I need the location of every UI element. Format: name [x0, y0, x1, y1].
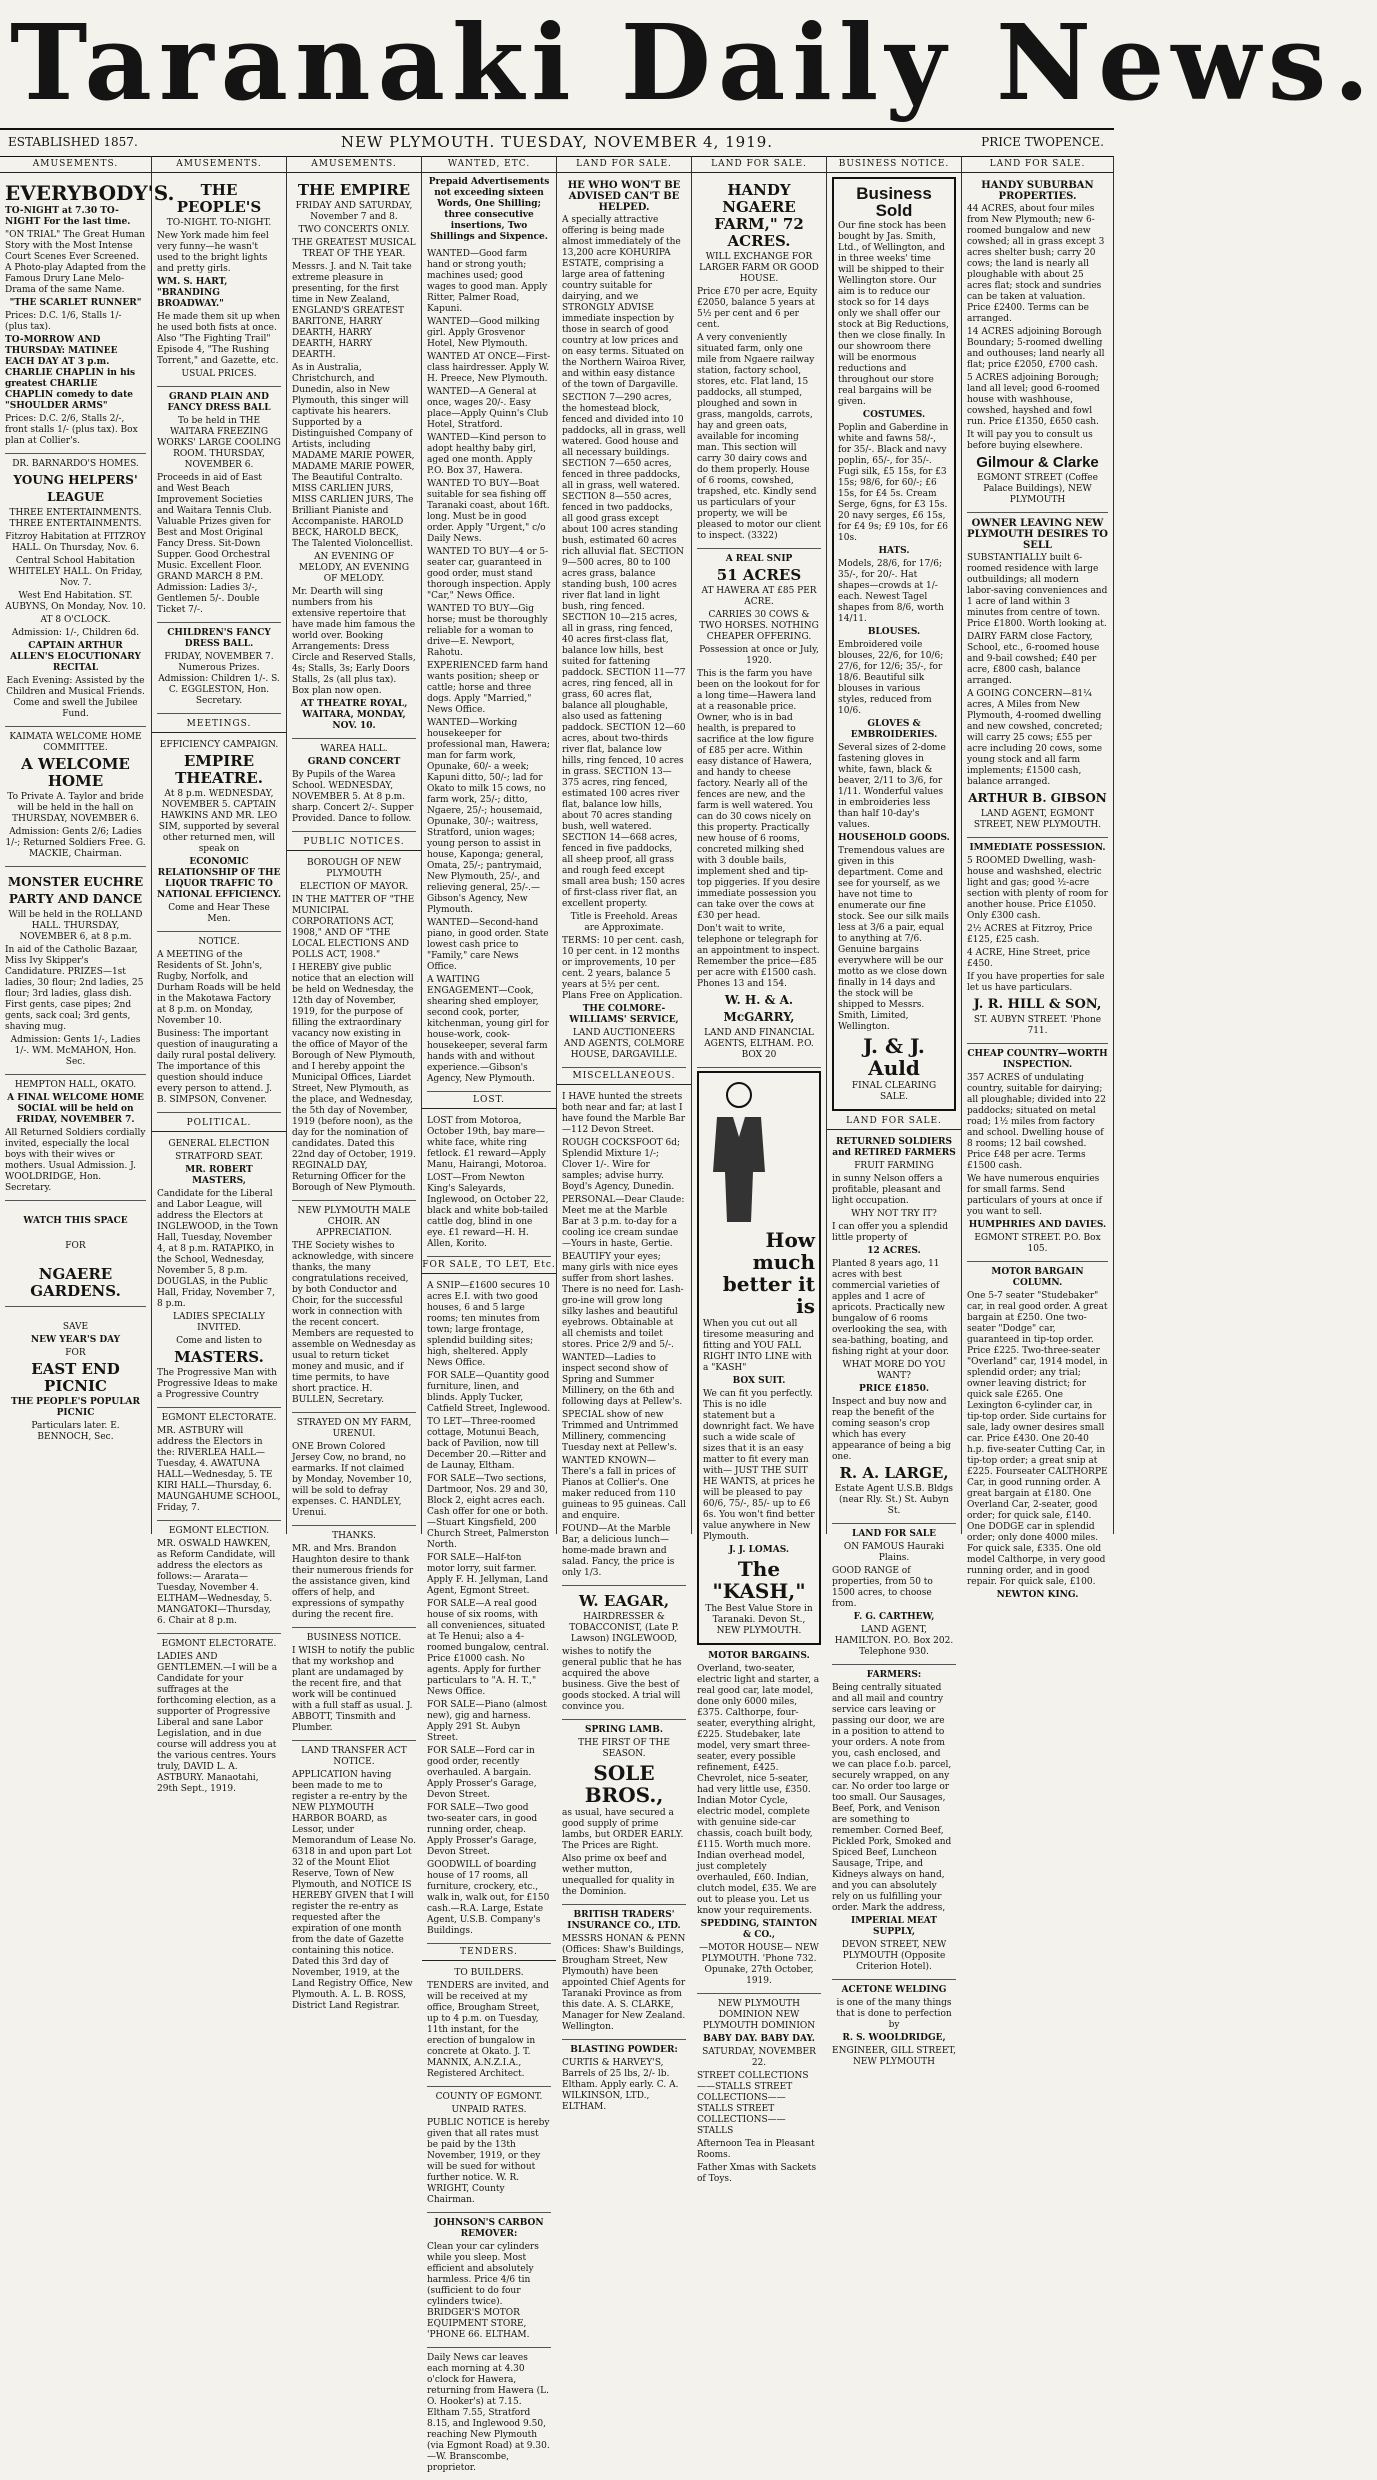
dateline-bar — [0, 128, 1114, 157]
established: ESTABLISHED 1857. — [8, 135, 138, 149]
column-4: WANTED, ETC. Prepaid Advertisements not exceeding sixteen Words, One Shilling; three consecutive insertions, Two Shillings and Sixpence. WANTED—Good farm hand or strong youth; machines used; good wages to good man. Apply Ritter, Palmer Road, Kapuni. WANTED—Good milking girl. Apply Grosvenor Hotel, New Plymouth. WANTED AT ONCE—First-class hairdresser. Apply W. H. Preece, New Plymouth. WANTED—A General at once, wages 20/-. Easy place—Apply Quinn's Club Hotel, Stratford. WANTED—Kind person to adopt healthy baby girl, aged one month. Apply P.O. Box 37, Hawera. WANTED TO BUY—Boat suitable for sea fishing off Taranaki coast, about 16ft. long. Must be in good order. Apply "Urgent," c/o Daily News. WANTED TO BUY—4 or 5-seater car, guaranteed in good order, must stand thorough inspection. Apply "Car," News Office. WANTED TO BUY—Gig horse; must be thoroughly reliable for a woman to drive—E. Newport, Rahotu. EXPERIENCED farm hand wants position; sheep or cattle; horse and three dogs. Apply "Married," News Office. WANTED—Working housekeeper for professional man, Hawera; man for farm work, Opunake, 60/- a week; Kapuni ditto, 50/-; lad for Okato to milk 15 cows, no farm work, 25/-; ditto, Ngaere, 25/-; housemaid, Opunake, 30/-; waitress, Stratford, union wages; young person to assist in house, Kaponga; general, Omata, 25/-; pantrymaid, New Plymouth, 25/-, and relieving general, 25/-.—Gibson's Agency, New Plymouth. WANTED—Second-hand piano, in good order. State lowest cash price to "Family," care News Office. A WAITING ENGAGEMENT—Cook, shearing shed employer, second cook, porter, kitchenman, young girl for house-work, cook-housekeeper, several farm hands with and without experience.—Gibson's Agency, New Plymouth. LOST. LOST from Motoroa, October 19th, bay mare—white face, white ring fetlock. £1 reward—Apply Manu, Hairangi, Motoroa. LOST—From Newton King's Saleyards, Inglewood, on October 22, black and white bob-tailed cattle dog, blind in one eye. £1 reward—H. H. Allen, Korito. FOR SALE, TO LET, Etc. A SNIP—£1600 secures 10 acres E.I. with two good houses, 6 and 5 large rooms; ten minutes from town; large frontage, splendid building sites; high, sheltered. Apply News Office. FOR SALE—Quantity good furniture, linen, and blinds. Apply Tucker, Catfield Street, Inglewood. TO LET—Three-roomed cottage, Motunui Beach, back of Pavilion, now till December 20.—Ritter and de Launay, Eltham. FOR SALE—Two sections, Dartmoor, Nos. 29 and 30, Block 2, eight acres each. Cash offer for one or both.—Stuart Kingsfield, 200 Church Street, Palmerston North. FOR SALE—Half-ton motor lorry, suit farmer. Apply F. H. Jellyman, Land Agent, Egmont Street. FOR SALE—A real good house of six rooms, with all conveniences, situated at Te Henui; also a 4-roomed bungalow, central. Price £1000 cash. No agents. Apply for further particulars to "A. H. T.," News Office. FOR SALE—Piano (almost new), gig and harness. Apply 291 St. Aubyn Street. FOR SALE—Ford car in good order, recently overhauled. A bargain. Apply Prosser's Garage, Devon Street. FOR SALE—Two good two-seater cars, in good running order, cheap. Apply Prosser's Garage, Devon Street. GOODWILL of boarding house of 17 rooms, all furniture, crockery, etc., walk in, walk out, for £150 cash.—R.A. Large, Estate Agent, U.S.B. Company's Buildings. TENDERS. TO BUILDERS. TENDERS are invited, and will be received at my office, Brougham Street, up to 4 p.m. on Tuesday, 11th instant, for the erection of bungalow in concrete at Okato. J. T. MANNIX, A.N.Z.I.A., Registered Architect. COUNTY OF EGMONT. UNPAID RATES. PUBLIC NOTICE is hereby given that all rates must be paid by the 13th November, 1919, or they will be sued for without further notice. W. R. WRIGHT, County Chairman. JOHNSON'S CARBON REMOVER: Clean your car cylinders while you sleep. Most efficient and absolutely harmless. Price 4/6 tin (sufficient to do four cylinders twice). BRIDGER'S MOTOR EQUIPMENT STORE, 'PHONE 66. ELTHAM. Daily News car leaves each morning at 4.30 o'clock for Hawera, returning from Hawera (L. O. Hooker's) at 7.15. Eltham 7.55, Stratford 8.15, and Inglewood 9.50, reaching New Plymouth (via Egmont Road) at 9.30.—W. Branscombe, proprietor. — [422, 156, 557, 1534]
column-6 — [692, 156, 827, 2184]
issue-date: NEW PLYMOUTH. TUESDAY, NOVEMBER 4, 1919. — [340, 133, 774, 151]
ad-kohuripa: HE WHO WON'T BE ADVISED CAN'T BE HELPED. A specially attractive offering is being made almost immediately of the 13,200 acre KOHURIPA ESTATE, comprising a large area of fattening country suitable for dairying, and we STRONGLY ADVISE immediate inspection by those in search of good country at low prices and on easy terms. Situated on the Northern Wairoa River, and within easy distance of the town of Dargaville. SECTION 7—290 acres, the homestead block, fenced and divided into 10 paddocks, all in grass, well watered. Good house and all necessary buildings. SECTION 7—650 acres, fenced in three paddocks, all in grass, well watered. SECTION 8—550 acres, fenced in two paddocks, all good grass except about 100 acres standing bush, estimated 60 acres rich alluvial flat. SECTION 9—500 acres, 80 to 100 acres grass, balance standing bush, 100 acres river flat land in light bush, ring fenced. SECTION 10—215 acres, all in grass, ring fenced, 40 acres first-class flat, balance low hills, best suited for fattening paddock. SECTION 11—77 acres, ring fenced, all in grass, 60 acres flat, balance all ploughable, also used as fattening paddock. SECTION 12—60 acres, about two-thirds river flat, balance low hills, ring fenced, 10 acres in grass. SECTION 13—375 acres, ring fenced, estimated 100 acres river flat, balance low hills, about 70 acres standing bush, well watered. SECTION 14—668 acres, fenced in five paddocks, all sheep proof, all grass and rough feed except small area bush; 150 acres of first-class river flat, an excellent property. Title is Freehold. Areas are Approximate. TERMS: 10 per cent. cash, 10 per cent. in 12 months or improvements, 10 per cent. 2 years, balance 5 years at 5½ per cent. Plans Free on Application. THE COLMORE-WILLIAMS' SERVICE, LAND AUCTIONEERS AND AGENTS, COLMORE HOUSE, DARGAVILLE. — [562, 177, 686, 1068]
ad-thanks: THANKS. MR. and Mrs. Brandon Haughton desire to thank their numerous friends for the assistance given, kind offers of help, and expressions of sympathy during the recent fire. — [292, 1528, 416, 1628]
ad-daily-car: Daily News car leaves each morning at 4.30 o'clock for Hawera, returning from Hawera (L. O. Hooker's) at 7.15. Eltham 7.55, Stratford 8.15, and Inglewood 9.50, reaching New Plymouth (via Egmont Road) at 9.30.—W. Branscombe, proprietor. — [427, 2353, 550, 2473]
ad-motor-bargains: MOTOR BARGAINS. Overland, two-seater, electric light and starter, a real good car, late model, done only 6000 miles, £375. Calthorpe, four-seater, everything alright, £225. Studebaker, late model, very smart three-seater, every possible refinement, £425. Chevrolet, nice 5-seater, had very little use, £350. Indian Motor Cycle, electric model, complete with genuine side-car chassis, coach built body, £115. Worth much more. Indian overhead model, just completely overhauled, £60. Indian, clutch model, £35. We are out to please you. Let us know your requirements. SPEDDING, STAINTON & CO., —MOTOR HOUSE— NEW PLYMOUTH. 'Phone 732. Opunake, 27th October, 1919. — [697, 1648, 821, 1994]
ad-peoples: THE PEOPLE'S TO-NIGHT. TO-NIGHT. New York made him feel very funny—he wasn't used to the bright lights and pretty girls. WM. S. HART, "BRANDING BROADWAY." He made them sit up when he used both fists at once. Also "The Fighting Trail" Episode 4, "The Rushing Torrent," and Gazette, etc. USUAL PRICES. — [157, 177, 281, 387]
ad-strayed: STRAYED ON MY FARM, URENUI. ONE Brown Colored Jersey Cow, no brand, no earmarks. If not claimed by Monday, November 10, will be sold to defray expenses. C. HANDLEY, Urenui. — [292, 1415, 416, 1526]
ad-hawera-snip: A REAL SNIP 51 ACRES AT HAWERA AT £85 PER ACRE. CARRIES 30 COWS & TWO HORSES. NOTHING CHEAPER OFFERING. Possession at once or July, 1920. This is the farm you have been on the lookout for for a long time—Hawera land at a reasonable price. Owner, who is in bad health, is prepared to sacrifice at the low figure of £85 per acre. Within easy distance of Hawera, and handy to cheese factory. Nearly all of the fences are new, and the farm is well watered. You can do 30 cows nicely on this property. Practically new house of 6 rooms, concreted milking shed with 3 double bails, implement shed and tip-top piggeries. If you desire immediate possession you can take over the cows at £30 per head. Don't wait to write, telephone or telegraph for an appointment to inspect. Remember the price—£85 per acre with £1500 cash. Phones 13 and 154. W. H. & A. McGARRY, LAND AND FINANCIAL AGENTS, ELTHAM. P.O. BOX 20 — [697, 551, 821, 1068]
ad-kaimata: KAIMATA WELCOME HOME COMMITTEE. A WELCOME HOME To Private A. Taylor and bride will be held in the hall on THURSDAY, NOVEMBER 6. Admission: Gents 2/6; Ladies 1/-; Returned Soldiers Free. G. MACKIE, Chairman. — [5, 729, 146, 867]
ad-hempton: HEMPTON HALL, OKATO. A FINAL WELCOME HOME SOCIAL will be held on FRIDAY, NOVEMBER 7. All Returned Soldiers cordially invited, especially the local boys with their wives or mothers. Usual Admission. J. WOOLDRIDGE, Hon. Secretary. — [5, 1077, 146, 1201]
ad-unpaid-rates: COUNTY OF EGMONT. UNPAID RATES. PUBLIC NOTICE is hereby given that all rates must be paid by the 13th November, 1919, or they will be sued for without further notice. W. R. WRIGHT, County Chairman. — [427, 2089, 551, 2213]
ad-euchre: MONSTER EUCHRE PARTY AND DANCE Will be held in the ROLLAND HALL. THURSDAY, NOVEMBER 6, at 8 p.m. In aid of the Catholic Bazaar, Miss Ivy Skipper's Candidature. PRIZES—1st ladies, 30 flour; 2nd ladies, 25 flour; 3rd ladies, glass dish. First gents, case pipes; 2nd gents, sack coal; 3rd gents, shaving mug. Admission: Gents 1/-, Ladies 1/-. WM. McMAHON, Hon. Sec. — [5, 869, 146, 1075]
ad-british-traders: BRITISH TRADERS' INSURANCE CO., LTD. MESSRS HONAN & PENN (Offices: Shaw's Buildings, Brougham Street, New Plymouth) have been appointed Chief Agents for Taranaki Province as from this date. A. S. CLARKE, Manager for New Zealand. Wellington. — [562, 1907, 686, 2040]
column-header: LAND FOR SALE. — [692, 158, 826, 173]
ad-astbury-letter: EGMONT ELECTORATE. LADIES AND GENTLEMEN.—I will be a Candidate for your suffrages at the forthcoming election, as a supporter of Progressive Liberal and sane Labor Legislation, and in due course will address you at the various centres. Yours truly, DAVID L. A. ASTBURY. Manaotahi, 29th Sept., 1919. — [157, 1639, 278, 1794]
ad-efficiency: EFFICIENCY CAMPAIGN. EMPIRE THEATRE. At 8 p.m. WEDNESDAY, NOVEMBER 5. CAPTAIN HAWKINS AND MR. LEO SIM, supported by several other returned men, will speak on ECONOMIC RELATIONSHIP OF THE LIQUOR TRAFFIC TO NATIONAL EFFICIENCY. Come and Hear These Men. — [157, 737, 281, 932]
ad-spring-lamb: SPRING LAMB. THE FIRST OF THE SEASON. SOLE BROS., as usual, have secured a good supply of prime lambs, but ORDER EARLY. The Prices are Right. Also prime ox beef and wether mutton, unequalled for quality in the Dominion. — [562, 1722, 686, 1905]
ad-eagar: W. EAGAR, HAIRDRESSER & TOBACCONIST, (Late P. Lawson) INGLEWOOD, wishes to notify the general public that he has acquired the above business. Give the best of goods stocked. A trial will convince you. — [562, 1588, 686, 1720]
column-3: AMUSEMENTS. THE EMPIRE FRIDAY AND SATURDAY, November 7 and 8. TWO CONCERTS ONLY. THE GREATEST MUSICAL TREAT OF THE YEAR. Messrs. J. and N. Tait take extreme pleasure in presenting, for the first time in New Zealand, ENGLAND'S GREATEST BARITONE, HARRY DEARTH, HARRY DEARTH, HARRY DEARTH. As in Australia, Christchurch, and Dunedin, also in New Plymouth, this singer will captivate his hearers. Supported by a Distinguished Company of Artists, including MADAME MARIE POWER, MADAME MARIE POWER, The Beautiful Contralto. MISS CARLIEN JURS, MISS CARLIEN JURS, The Brilliant Pianiste and Accompaniste. HAROLD BECK, HAROLD BECK, The Talented Violoncellist. AN EVENING OF MELODY, AN EVENING OF MELODY. Mr. Dearth will sing numbers from his extensive repertoire that have made him famous the world over. Booking Arrangements: Dress Circle and Reserved Stalls, 4s; Stalls, 3s; Early Doors Stalls, 2s (all plus tax). Box plan now open. AT THEATRE ROYAL, WAITARA, MONDAY, NOV. 10. WAREA HALL. GRAND CONCERT By Pupils of the Warea School. WEDNESDAY, NOVEMBER 5. At 8 p.m. sharp. Concert 2/-. Supper Provided. Dance to follow. PUBLIC NOTICES. BOROUGH OF NEW PLYMOUTH ELECTION OF MAYOR. IN THE MATTER OF "THE MUNICIPAL CORPORATIONS ACT, 1908," AND OF "THE LOCAL ELECTIONS AND POLLS ACT, 1908." I HEREBY give public notice that an election will be held on Wednesday, the 12th day of November, 1919, for the purpose of filling the extraordinary vacancy now existing in the office of Mayor of the Borough of New Plymouth, and I hereby appoint the Municipal Offices, Liardet Street, New Plymouth, as the place, and Wednesday, the 5th day of November, 1919 (before noon), as the day for the nomination of candidates. Dated this 22nd day of October, 1919. REGINALD DAY, Returning Officer for the Borough of New Plymouth. NEW PLYMOUTH MALE CHOIR. AN APPRECIATION. THE Society wishes to acknowledge, with sincere thanks, the many congratulations received, by both Conductor and Choir, for the successful work in connection with the recent concert. Members are requested to assemble on Wednesday as usual to return ticket money and music, and if time permits, to have short practice. H. BULLEN, Secretary. STRAYED ON MY FARM, URENUI. ONE Brown Colored Jersey Cow, no brand, no earmarks. If not claimed by Monday, November 10, will be sold to defray expenses. C. HANDLEY, Urenui. THANKS. MR. and Mrs. Brandon Haughton desire to thank their numerous friends for the assistance given, kind offers of help, and expressions of sympathy during the recent fire. BUSINESS NOTICE. I WISH to notify the public that my workshop and plant are undamaged by the recent fire, and that work will be continued with a full staff as usual. J. ABBOTT, Tinsmith and Plumber. LAND TRANSFER ACT NOTICE. APPLICATION having been made to me to register a re-entry by the NEW PLYMOUTH HARBOR BOARD, as Lessor, under Memorandum of Lease No. 6318 in and upon part Lot 32 of the Mount Eliot Reserve, Town of New Plymouth, and NOTICE IS HEREBY GIVEN that I will register the re-entry as requested after the expiration of one month from the date of Gazette containing this notice. Dated this 3rd day of November, 1919, at the Land Registry Office, New Plymouth. A. L. B. ROSS, District Land Registrar. — [287, 156, 422, 1534]
man-in-suit-illustration — [703, 1077, 775, 1227]
column-header: AMUSEMENTS. — [0, 158, 151, 173]
ad-masters: GENERAL ELECTION STRATFORD SEAT. MR. ROBERT MASTERS, Candidate for the Liberal and Labor League, will address the Electors at INGLEWOOD, in the Town Hall, Tuesday, November 4, at 8 p.m. RATAPIKO, in the School, Wednesday, November 5, 8 p.m. DOUGLAS, in the Public Hall, Friday, November 7, 8 p.m. LADIES SPECIALLY INVITED. Come and listen to MASTERS. The Progressive Man with Progressive Ideas to make a Progressive Country — [157, 1136, 281, 1408]
masthead — [0, 0, 1377, 128]
column-header: LAND FOR SALE. — [962, 158, 1113, 173]
column-8 — [962, 156, 1114, 1600]
ad-grand-ball: GRAND PLAIN AND FANCY DRESS BALL To be held in THE WAITARA FREEZING WORKS' LARGE COOLING ROOM. THURSDAY, NOVEMBER 6. Proceeds in aid of East and West Beach Improvement Societies and Waitara Tennis Club. Valuable Prizes given for Best and Most Original Fancy Dress. Sit-Down Supper. Good Orchestral Music. Excellent Floor. GRAND MARCH 8 P.M. Admission: Ladies 3/-, Gentlemen 5/-. Double Ticket 7/-. — [157, 389, 281, 623]
column-header: LAND FOR SALE. — [557, 158, 691, 173]
ad-owner-leaving: OWNER LEAVING NEW PLYMOUTH DESIRES TO SELL SUBSTANTIALLY built 6-roomed residence with large outbuildings; all modern labor-saving conveniences and 1 acre of land within 3 minutes from centre of town. Price £1800. Worth looking at. DAIRY FARM close Factory, School, etc., 6-roomed house and 9-bail cowshed; £40 per acre, £800 cash, balance arranged. A GOING CONCERN—81¼ acres, A Miles from New Plymouth, 4-roomed dwelling and new cowshed, concreted; will carry 25 cows; £55 per acre including 20 cows, some young stock and all farm implements; £1500 cash, balance arranged. ARTHUR B. GIBSON LAND AGENT, EGMONT STREET, NEW PLYMOUTH. — [967, 515, 1108, 838]
ad-kash-suit: How much better it is When you cut out all tiresome measuring and fitting and YOU FALL RIGHT INTO LINE with a "KASH" BOX SUIT. We can fit you perfectly. This is no idle statement but a downright fact. We have such a wide scale of sizes that it is an easy matter to fit every man with— JUST THE SUIT HE WANTS, at prices he will be pleased to pay 60/6, 75/-, 85/- up to £6 6s. You won't find better value anywhere in New Plymouth. J. J. LOMAS. The "KASH," The Best Value Store in Taranaki. Devon St., NEW PLYMOUTH. — [697, 1071, 821, 1645]
ad-blasting: BLASTING POWDER: CURTIS & HARVEY'S, Barrels of 25 lbs, 2/- lb. Eltham. Apply early. C. A. WILKINSON, LTD., ELTHAM. — [562, 2045, 679, 2112]
ad-business-notice: BUSINESS NOTICE. I WISH to notify the public that my workshop and plant are undamaged by the recent fire, and that work will be continued with a full staff as usual. J. ABBOTT, Tinsmith and Plumber. — [292, 1630, 416, 1741]
ad-imperial-meat: FARMERS: Being centrally situated and all mail and country service cars leaving or passing our door, we are in a position to attend to your orders. A note from you, cash enclosed, and we can place f.o.b. parcel, securely wrapped, on any car. No order too large or too small. Our Sausages, Beef, Pork, and Venison are something to remember. Corned Beef, Pickled Pork, Smoked and Spiced Beef, Luncheon Sausage, Tripe, and Kidneys always on hand, and you can absolutely rely on us fulfilling your order. Mark the address, IMPERIAL MEAT SUPPLY, DEVON STREET, NEW PLYMOUTH (Opposite Criterion Hotel). — [832, 1667, 956, 1980]
ad-astbury: EGMONT ELECTORATE. MR. ASTBURY will address the Electors in the: RIVERLEA HALL—Tuesday, 4. AWATUNA HALL—Wednesday, 5. TE KIRI HALL—Thursday, 6. MAUNGAHUME SCHOOL, Friday, 7. — [157, 1410, 281, 1521]
ad-ngaere-farm: HANDY NGAERE FARM," 72 ACRES. WILL EXCHANGE FOR LARGER FARM OR GOOD HOUSE. Price £70 per acre, Equity £2050, balance 5 years at 5½ per cent and 6 per cent. A very conveniently situated farm, only one mile from Ngaere railway station, factory school, stores, etc. Flat land, 15 paddocks, all stumped, ploughed and sown in grass, mangolds, carrots, hay and green oats, available for incoming man. This section will carry 30 dairy cows and do them properly. House of 6 rooms, cowshed, trapshed, etc. Kindly send us particulars of your property, we will be pleased to motor our client to inspect. (3322) — [697, 177, 821, 549]
wanted-list: WANTED—Good farm hand or strong youth; machines used; good wages to good man. Apply Ritter, Palmer Road, Kapuni. WANTED—Good milking girl. Apply Grosvenor Hotel, New Plymouth. WANTED AT ONCE—First-class hairdresser. Apply W. H. Preece, New Plymouth. WANTED—A General at once, wages 20/-. Easy place—Apply Quinn's Club Hotel, Stratford. WANTED—Kind person to adopt healthy baby girl, aged one month. Apply P.O. Box 37, Hawera. WANTED TO BUY—Boat suitable for sea fishing off Taranaki coast, about 16ft. long. Must be in good order. Apply "Urgent," c/o Daily News. WANTED TO BUY—4 or 5-seater car, guaranteed in good order, must stand thorough inspection. Apply "Car," News Office. WANTED TO BUY—Gig horse; must be thoroughly reliable for a woman to drive—E. Newport, Rahotu. EXPERIENCED farm hand wants position; sheep or cattle; horse and three dogs. Apply "Married," News Office. WANTED—Working housekeeper for professional man, Hawera; man for farm work, Opunake, 60/- a week; Kapuni ditto, 50/-; lad for Okato to milk 15 cows, no farm work, 25/-; ditto, Ngaere, 25/-; housemaid, Opunake, 30/-; waitress, Stratford, union wages; young person to assist in house, Kaponga; general, Omata, 25/-; pantrymaid, New Plymouth, 25/-, and relieving general, 25/-.—Gibson's Agency, New Plymouth. WANTED—Second-hand piano, in good order. State lowest cash price to "Family," care News Office. A WAITING ENGAGEMENT—Cook, shearing shed employer, second cook, porter, kitchenman, young girl for house-work, cook-housekeeper, several farm hands with and without experience.—Gibson's Agency, New Plymouth. — [427, 246, 551, 1092]
ad-childrens-ball: CHILDREN'S FANCY DRESS BALL. FRIDAY, NOVEMBER 7. Numerous Prizes. Admission: Children 1/-. S. C. EGGLESTON, Hon. Secretary. — [157, 625, 281, 714]
misc-list: I HAVE hunted the streets both near and far; at last I have found the Marble Bar—112 Devon Street. ROUGH COCKSFOOT 6d; Splendid Mixture 1/-; Clover 1/-. Wire for samples; advise hurry. Boyd's Agency, Dunedin. PERSONAL—Dear Claude: Meet me at the Marble Bar at 3 p.m. to-day for a cooling ice cream sundae—Yours in haste, Gertie. BEAUTIFY your eyes; many girls with nice eyes suffer from short lashes. There is no need for. Lash-gro-ine will grow long silky lashes and beautiful eyebrows. Obtainable at all chemists and toilet stores. Price 2/9 and 5/-. WANTED—Ladies to inspect second show of Spring and Summer Millinery, on the 6th and following days at Pellew's. SPECIAL show of new Trimmed and Untrimmed Millinery, commencing Tuesday next at Pellew's. WANTED KNOWN—There's a fall in prices of Pianos at Collier's. One maker reduced from 110 guineas to 95 guineas. Call and enquire. FOUND—At the Marble Bar, a delicious lunch—home-made brawn and salad. Fancy, the price is only 1/3. — [562, 1089, 686, 1586]
column-2: AMUSEMENTS. THE PEOPLE'S TO-NIGHT. TO-NIGHT. New York made him feel very funny—he wasn't used to the bright lights and pretty girls. WM. S. HART, "BRANDING BROADWAY." He made them sit up when he used both fists at once. Also "The Fighting Trail" Episode 4, "The Rushing Torrent," and Gazette, etc. USUAL PRICES. GRAND PLAIN AND FANCY DRESS BALL To be held in THE WAITARA FREEZING WORKS' LARGE COOLING ROOM. THURSDAY, NOVEMBER 6. Proceeds in aid of East and West Beach Improvement Societies and Waitara Tennis Club. Valuable Prizes given for Best and Most Original Fancy Dress. Sit-Down Supper. Good Orchestral Music. Excellent Floor. GRAND MARCH 8 P.M. Admission: Ladies 3/-, Gentlemen 5/-. Double Ticket 7/-. CHILDREN'S FANCY DRESS BALL. FRIDAY, NOVEMBER 7. Numerous Prizes. Admission: Children 1/-. S. C. EGGLESTON, Hon. Secretary. MEETINGS. EFFICIENCY CAMPAIGN. EMPIRE THEATRE. At 8 p.m. WEDNESDAY, NOVEMBER 5. CAPTAIN HAWKINS AND MR. LEO SIM, supported by several other returned men, will speak on ECONOMIC RELATIONSHIP OF THE LIQUOR TRAFFIC TO NATIONAL EFFICIENCY. Come and Hear These Men. NOTICE. A MEETING of the Residents of St. John's, Rugby, Norfolk, and Durham Roads will be held in the Makotawa Factory at 8 p.m. on Monday, November 10. Business: The important question of inaugurating a daily rural postal delivery. The importance of this question should induce every person to attend. J. B. SIMPSON, Convener. POLITICAL. GENERAL ELECTION STRATFORD SEAT. MR. ROBERT MASTERS, Candidate for the Liberal and Labor League, will address the Electors at INGLEWOOD, in the Town Hall, Tuesday, November 4, at 8 p.m. RATAPIKO, in the School, Wednesday, November 5, 8 p.m. DOUGLAS, in the Public Hall, Friday, November 7, 8 p.m. LADIES SPECIALLY INVITED. Come and listen to MASTERS. The Progressive Man with Progressive Ideas to make a Progressive Country EGMONT ELECTORATE. MR. ASTBURY will address the Electors in the: RIVERLEA HALL—Tuesday, 4. AWATUNA HALL—Wednesday, 5. TE KIRI HALL—Thursday, 6. MAUNGAHUME SCHOOL, Friday, 7. EGMONT ELECTION. MR. OSWALD HAWKEN, as Reform Candidate, will address the electors as follows:— Ararata—Tuesday, November 4. ELTHAM—Wednesday, 5. MANGATOKI—Thursday, 6. Chair at 8 p.m. EGMONT ELECTORATE. LADIES AND GENTLEMEN.—I will be a Candidate for your suffrages at the forthcoming election, as a supporter of Progressive Liberal and sane Labor Legislation, and in due course will address you at the various centres. Yours truly, DAVID L. A. ASTBURY. Manaotahi, 29th Sept., 1919. — [152, 156, 287, 1534]
for-sale-list: A SNIP—£1600 secures 10 acres E.I. with two good houses, 6 and 5 large rooms; ten minutes from town; large frontage, splendid building sites; high, sheltered. Apply News Office. FOR SALE—Quantity good furniture, linen, and blinds. Apply Tucker, Catfield Street, Inglewood. TO LET—Three-roomed cottage, Motunui Beach, back of Pavilion, now till December 20.—Ritter and de Launay, Eltham. FOR SALE—Two sections, Dartmoor, Nos. 29 and 30, Block 2, eight acres each. Cash offer for one or both.—Stuart Kingsfield, 200 Church Street, Palmerston North. FOR SALE—Half-ton motor lorry, suit farmer. Apply F. H. Jellyman, Land Agent, Egmont Street. FOR SALE—A real good house of six rooms, with all conveniences, situated at Te Henui; also a 4-roomed bungalow, central. Price £1000 cash. No agents. Apply for further particulars to "A. H. T.," News Office. FOR SALE—Piano (almost new), gig and harness. Apply 291 St. Aubyn Street. FOR SALE—Ford car in good order, recently overhauled. A bargain. Apply Prosser's Garage, Devon Street. FOR SALE—Two good two-seater cars, in good running order, cheap. Apply Prosser's Garage, Devon Street. GOODWILL of boarding house of 17 rooms, all furniture, crockery, etc., walk in, walk out, for £150 cash.—R.A. Large, Estate Agent, U.S.B. Company's Buildings. — [427, 1278, 551, 1944]
column-7: BUSINESS NOTICE. Business Sold Our fine stock has been bought by Jas. Smith, Ltd., of Wellington, and in three weeks' time will be shipped to their Wellington store. Our aim is to reduce our stock so for 14 days only we shall offer our stock at Big Reductions, then we close finally. In our showroom there will be enormous reductions and throughout our store real bargains will be given. COSTUMES. Poplin and Gaberdine in white and fawns 58/-, for 35/-. Black and navy poplin, 65/-, for 35/-. Fugi silk, £5 15s, for £3 15s; 98/6, for 60/-; £6 15s, for £4 5s. Cream Serge, 6gns, for £3 15s. 20 navy serges, £6 15s, for £4 9s; £9 10s, for £6 10s. HATS. Models, 28/6, for 17/6; 35/-, for 20/-. Hat shapes—crowds at 1/- each. Newest Tagel shapes from 8/6, worth 14/11. BLOUSES. Embroidered voile blouses, 22/6, for 10/6; 27/6, for 12/6; 35/-, for 18/6. Beautiful silk blouses in various styles, reduced from 10/6. GLOVES & EMBROIDERIES. Several sizes of 2-dome fastening gloves in white, fawn, black & beaver, 2/11 to 3/6, for 1/11. Wonderful values in embroideries less than half 10-day's values. HOUSEHOLD GOODS. Tremendous values are given in this department. Come and see for yourself, as we have not time to enumerate our fine stock. See our silk mails less at 3/6 a pair, equal to anything at 7/6. Genuine bargains everywhere will be our motto as we close down finally in 14 days and the stock will be shipped to Messrs. Smith, Limited, Wellington. J. & J. Auld FINAL CLEARING SALE. LAND FOR SALE. RETURNED SOLDIERS and RETIRED FARMERS FRUIT FARMING in sunny Nelson offers a profitable, pleasant and light occupation. WHY NOT TRY IT? I can offer you a splendid little property of 12 ACRES. Planted 8 years ago, 11 acres with best commercial varieties of apples and 1 acre of apricots. Practically new bungalow of 6 rooms overlooking the sea, with sea-bathing, boating, and fishing right at your door. WHAT MORE DO YOU WANT? PRICE £1850. Inspect and buy now and reap the benefit of the coming season's crop which has every appearance of being a big one. R. A. LARGE, Estate Agent U.S.B. Bldgs (near Rly. St.) St. Aubyn St. LAND FOR SALE ON FAMOUS Hauraki Plains. GOOD RANGE of properties, from 50 to 1500 acres, to choose from. F. G. CARTHEW, LAND AGENT, HAMILTON. P.O. Box 202. Telephone 930. FARMERS: Being centrally situated and all mail and country service cars leaving or passing our door, we are in a position to attend to your orders. A note from you, cash enclosed, and we can place f.o.b. parcel, securely wrapped, on any car. No order too large or too small. Our Sausages, Beef, Pork, and Venison are something to remember. Corned Beef, Pickled Pork, Smoked and Spiced Beef, Luncheon Sausage, Tripe, and Kidneys always on hand, and you can absolutely rely on us fulfilling your order. Mark the address, IMPERIAL MEAT SUPPLY, DEVON STREET, NEW PLYMOUTH (Opposite Criterion Hotel). ACETONE WELDING is one of the many things that is done to perfection by R. S. WOOLDRIDGE, ENGINEER, GILL STREET, NEW PLYMOUTH — [827, 156, 962, 1534]
column-header: WANTED, ETC. — [422, 158, 556, 173]
ad-hawken: EGMONT ELECTION. MR. OSWALD HAWKEN, as Reform Candidate, will address the electors as follows:— Ararata—Tuesday, November 4. ELTHAM—Wednesday, 5. MANGATOKI—Thursday, 6. Chair at 8 p.m. — [157, 1523, 281, 1634]
column-header: AMUSEMENTS. — [287, 158, 421, 173]
ad-eastend: SAVE NEW YEAR'S DAY FOR EAST END PICNIC THE PEOPLE'S POPULAR PICNIC Particulars later. E. BENNOCH, Sec. — [10, 1322, 141, 1442]
ad-baby-day: NEW PLYMOUTH DOMINION NEW PLYMOUTH DOMINION BABY DAY. BABY DAY. SATURDAY, NOVEMBER 22. STREET COLLECTIONS——STALLS STREET COLLECTIONS——STALLS STREET COLLECTIONS——STALLS Afternoon Tea in Pleasant Rooms. Father Xmas with Sackets of Toys. — [697, 1999, 817, 2184]
ad-johnson: JOHNSON'S CARBON REMOVER: Clean your car cylinders while you sleep. Most efficient and absolutely harmless. Price 4/6 tin (sufficient to do four cylinders twice). BRIDGER'S MOTOR EQUIPMENT STORE, 'PHONE 66. ELTHAM. — [427, 2215, 551, 2348]
ad-notice: NOTICE. A MEETING of the Residents of St. John's, Rugby, Norfolk, and Durham Roads will be held in the Makotawa Factory at 8 p.m. on Monday, November 10. Business: The important question of inaugurating a daily rural postal delivery. The importance of this question should induce every person to attend. J. B. SIMPSON, Convener. — [157, 934, 281, 1113]
ad-tenders: TO BUILDERS. TENDERS are invited, and will be received at my office, Brougham Street, up to 4 p.m. on Tuesday, 11th instant, for the erection of bungalow in concrete at Okato. J. T. MANNIX, A.N.Z.I.A., Registered Architect. — [427, 1965, 551, 2087]
ad-hauraki: LAND FOR SALE ON FAMOUS Hauraki Plains. GOOD RANGE of properties, from 50 to 1500 acres, to choose from. F. G. CARTHEW, LAND AGENT, HAMILTON. P.O. Box 202. Telephone 930. — [832, 1526, 956, 1665]
lost-list: LOST from Motoroa, October 19th, bay mare—white face, white ring fetlock. £1 reward—Apply Manu, Hairangi, Motoroa. LOST—From Newton King's Saleyards, Inglewood, on October 22, black and white bob-tailed cattle dog, blind in one eye. £1 reward—H. H. Allen, Korito. — [427, 1113, 551, 1257]
ad-barnardo: DR. BARNARDO'S HOMES. YOUNG HELPERS' LEAGUE THREE ENTERTAINMENTS. THREE ENTERTAINMENTS. Fitzroy Habitation at FITZROY HALL. On Thursday, Nov. 6. Central School Habitation WHITELEY HALL. On Friday, Nov. 7. West End Habitation. ST. AUBYNS, On Monday, Nov. 10. AT 8 O'CLOCK. Admission: 1/-, Children 6d. CAPTAIN ARTHUR ALLEN'S ELOCUTIONARY RECITAL Each Evening: Assisted by the Children and Musical Friends. Come and swell the Jubilee Fund. — [5, 456, 146, 727]
ad-suburban: HANDY SUBURBAN PROPERTIES. 44 ACRES, about four miles from New Plymouth; new 6-roomed bungalow and new cowshed; all in grass except 3 acres shelter bush; carry 20 cows; the land is nearly all ploughable with about 25 acres flat; stock and sundries can be taken at valuation. Price £2400. Terms can be arranged. 14 ACRES adjoining Borough Boundary; 5-roomed dwelling and outhouses; land nearly all flat; price £2050, £700 cash. 5 ACRES adjoining Borough; land all level; good 6-roomed house with washhouse, cowshed, hayshed and fowl run. Price £1350, £650 cash. It will pay you to consult us before buying elsewhere. Gilmour & Clarke EGMONT STREET (Coffee Palace Buildings), NEW PLYMOUTH — [967, 177, 1108, 513]
ad-ngaere: WATCH THIS SPACE FOR NGAERE GARDENS. — [5, 1203, 146, 1307]
ad-everybodys: EVERYBODY'S. TO-NIGHT at 7.30 TO-NIGHT For the last time. "ON TRIAL" The Great Human Story with the Most Intense Court Scenes Ever Screened. A Photo-play Adapted from the Famous Drury Lane Melo-Drama of the same Name. "THE SCARLET RUNNER" Prices: D.C. 1/6, Stalls 1/- (plus tax). TO-MORROW AND THURSDAY: MATINEE EACH DAY AT 3 p.m. CHARLIE CHAPLIN in his greatest CHARLIE CHAPLIN comedy to date "SHOULDER ARMS" Prices: D.C. 2/6, Stalls 2/-, front stalls 1/- (plus tax). Box plan at Collier's. — [5, 177, 146, 454]
ad-fruit-farming: RETURNED SOLDIERS and RETIRED FARMERS FRUIT FARMING in sunny Nelson offers a profitable, pleasant and light occupation. WHY NOT TRY IT? I can offer you a splendid little property of 12 ACRES. Planted 8 years ago, 11 acres with best commercial varieties of apples and 1 acre of apricots. Practically new bungalow of 6 rooms overlooking the sea, with sea-bathing, boating, and fishing right at your door. WHAT MORE DO YOU WANT? PRICE £1850. Inspect and buy now and reap the benefit of the coming season's crop which has every appearance of being a big one. R. A. LARGE, Estate Agent U.S.B. Bldgs (near Rly. St.) St. Aubyn St. — [832, 1134, 956, 1524]
ad-mayor-election: BOROUGH OF NEW PLYMOUTH ELECTION OF MAYOR. IN THE MATTER OF "THE MUNICIPAL CORPORATIONS ACT, 1908," AND OF "THE LOCAL ELECTIONS AND POLLS ACT, 1908." I HEREBY give public notice that an election will be held on Wednesday, the 12th day of November, 1919, for the purpose of filling the extraordinary vacancy now existing in the office of Mayor of the Borough of New Plymouth, and I hereby appoint the Municipal Offices, Liardet Street, New Plymouth, as the place, and Wednesday, the 5th day of November, 1919 (before noon), as the day for the nomination of candidates. Dated this 22nd day of October, 1919. REGINALD DAY, Returning Officer for the Borough of New Plymouth. — [292, 855, 416, 1201]
ad-business-sold: Business Sold Our fine stock has been bought by Jas. Smith, Ltd., of Wellington, and in three weeks' time will be shipped to their Wellington store. Our aim is to reduce our stock so for 14 days only we shall offer our stock at Big Reductions, then we close finally. In our showroom there will be enormous reductions and throughout our store real bargains will be given. COSTUMES. Poplin and Gaberdine in white and fawns 58/-, for 35/-. Black and navy poplin, 65/-, for 35/-. Fugi silk, £5 15s, for £3 15s; 98/6, for 60/-; £6 15s, for £4 5s. Cream Serge, 6gns, for £3 15s. 20 navy serges, £6 15s, for £4 9s; £9 10s, for £6 10s. HATS. Models, 28/6, for 17/6; 35/-, for 20/-. Hat shapes—crowds at 1/- each. Newest Tagel shapes from 8/6, worth 14/11. BLOUSES. Embroidered voile blouses, 22/6, for 10/6; 27/6, for 12/6; 35/-, for 18/6. Beautiful silk blouses in various styles, reduced from 10/6. GLOVES & EMBROIDERIES. Several sizes of 2-dome fastening gloves in white, fawn, black & beaver, 2/11 to 3/6, for 1/11. Wonderful values in embroideries less than half 10-day's values. HOUSEHOLD GOODS. Tremendous values are given in this department. Come and see for yourself, as we have not time to enumerate our fine stock. See our silk mails less at 3/6 a pair, equal to anything at 7/6. Genuine bargains everywhere will be our motto as we close down finally in 14 days and the stock will be shipped to Messrs. Smith, Limited, Wellington. J. & J. Auld FINAL CLEARING SALE. — [832, 177, 956, 1111]
ad-immediate: IMMEDIATE POSSESSION. 5 ROOMED Dwelling, wash-house and washshed, electric light and gas; good ½-acre section with plenty of room for another house. Price £1050. Only £300 cash. 2½ ACRES at Fitzroy, Price £125, £25 cash. 4 ACRE, Hine Street, price £450. If you have properties for sale let us have particulars. J. R. HILL & SON, ST. AUBYN STREET. 'Phone 711. — [967, 840, 1108, 1044]
ad-warea: WAREA HALL. GRAND CONCERT By Pupils of the Warea School. WEDNESDAY, NOVEMBER 5. At 8 p.m. sharp. Concert 2/-. Supper Provided. Dance to follow. — [292, 741, 416, 832]
issue-price: PRICE TWOPENCE. — [981, 135, 1104, 149]
column-1 — [0, 156, 175, 1534]
ad-land-transfer: LAND TRANSFER ACT NOTICE. APPLICATION having been made to me to register a re-entry by the NEW PLYMOUTH HARBOR BOARD, as Lessor, under Memorandum of Lease No. 6318 in and upon part Lot 32 of the Mount Eliot Reserve, Town of New Plymouth, and NOTICE IS HEREBY GIVEN that I will register the re-entry as requested after the expiration of one month from the date of Gazette containing this notice. Dated this 3rd day of November, 1919, at the Land Registry Office, New Plymouth. A. L. B. ROSS, District Land Registrar. — [292, 1746, 416, 2011]
newspaper-title: Taranaki Daily News. — [10, 1, 1377, 124]
ad-acetone: ACETONE WELDING is one of the many things that is done to perfection by R. S. WOOLDRIDGE, ENGINEER, GILL STREET, NEW PLYMOUTH — [832, 1985, 956, 2067]
ad-empire-concert: THE EMPIRE FRIDAY AND SATURDAY, November 7 and 8. TWO CONCERTS ONLY. THE GREATEST MUSICAL TREAT OF THE YEAR. Messrs. J. and N. Tait take extreme pleasure in presenting, for the first time in New Zealand, ENGLAND'S GREATEST BARITONE, HARRY DEARTH, HARRY DEARTH, HARRY DEARTH. As in Australia, Christchurch, and Dunedin, also in New Plymouth, this singer will captivate his hearers. Supported by a Distinguished Company of Artists, including MADAME MARIE POWER, MADAME MARIE POWER, The Beautiful Contralto. MISS CARLIEN JURS, MISS CARLIEN JURS, The Brilliant Pianiste and Accompaniste. HAROLD BECK, HAROLD BECK, The Talented Violoncellist. AN EVENING OF MELODY, AN EVENING OF MELODY. Mr. Dearth will sing numbers from his extensive repertoire that have made him famous the world over. Booking Arrangements: Dress Circle and Reserved Stalls, 4s; Stalls, 3s; Early Doors Stalls, 2s (all plus tax). Box plan now open. AT THEATRE ROYAL, WAITARA, MONDAY, NOV. 10. — [292, 177, 416, 739]
column-header: BUSINESS NOTICE. — [827, 158, 961, 173]
column-5: LAND FOR SALE. HE WHO WON'T BE ADVISED CAN'T BE HELPED. A specially attractive offering is being made almost immediately of the 13,200 acre KOHURIPA ESTATE, comprising a large area of fattening country suitable for dairying, and we STRONGLY ADVISE immediate inspection by those in search of good country at low prices and on easy terms. Situated on the Northern Wairoa River, and within easy distance of the town of Dargaville. SECTION 7—290 acres, the homestead block, fenced and divided into 10 paddocks, all in grass, well watered. Good house and all necessary buildings. SECTION 7—650 acres, fenced in three paddocks, all in grass, well watered. SECTION 8—550 acres, fenced in two paddocks, all good grass except about 100 acres standing bush, estimated 60 acres rich alluvial flat. SECTION 9—500 acres, 80 to 100 acres grass, balance standing bush, 100 acres river flat land in light bush, ring fenced. SECTION 10—215 acres, all in grass, ring fenced, 40 acres first-class flat, balance low hills, best suited for fattening paddock. SECTION 11—77 acres, ring fenced, all in grass, 60 acres flat, balance all ploughable, also used as fattening paddock. SECTION 12—60 acres, about two-thirds river flat, balance low hills, ring fenced, 10 acres in grass. SECTION 13—375 acres, ring fenced, estimated 100 acres river flat, balance low hills, about 70 acres standing bush, well watered. SECTION 14—668 acres, fenced in five paddocks, all sheep proof, all grass and rough feed except small area bush; 150 acres of first-class river flat, an excellent property. Title is Freehold. Areas are Approximate. TERMS: 10 per cent. cash, 10 per cent. in 12 months or improvements, 10 per cent. 2 years, balance 5 years at 5½ per cent. Plans Free on Application. THE COLMORE-WILLIAMS' SERVICE, LAND AUCTIONEERS AND AGENTS, COLMORE HOUSE, DARGAVILLE. MISCELLANEOUS. I HAVE hunted the streets both near and far; at last I have found the Marble Bar—112 Devon Street. ROUGH COCKSFOOT 6d; Splendid Mixture 1/-; Clover 1/-. Wire for samples; advise hurry. Boyd's Agency, Dunedin. PERSONAL—Dear Claude: Meet me at the Marble Bar at 3 p.m. to-day for a cooling ice cream sundae—Yours in haste, Gertie. BEAUTIFY your eyes; many girls with nice eyes suffer from short lashes. There is no need for. Lash-gro-ine will grow long silky lashes and beautiful eyebrows. Obtainable at all chemists and toilet stores. Price 2/9 and 5/-. WANTED—Ladies to inspect second show of Spring and Summer Millinery, on the 6th and following days at Pellew's. SPECIAL show of new Trimmed and Untrimmed Millinery, commencing Tuesday next at Pellew's. WANTED KNOWN—There's a fall in prices of Pianos at Collier's. One maker reduced from 110 guineas to 95 guineas. Call and enquire. FOUND—At the Marble Bar, a delicious lunch—home-made brawn and salad. Fancy, the price is only 1/3. W. EAGAR, HAIRDRESSER & TOBACCONIST, (Late P. Lawson) INGLEWOOD, wishes to notify the general public that he has acquired the above business. Give the best of goods stocked. A trial will convince you. SPRING LAMB. THE FIRST OF THE SEASON. SOLE BROS., as usual, have secured a good supply of prime lambs, but ORDER EARLY. The Prices are Right. Also prime ox beef and wether mutton, unequalled for quality in the Dominion. BRITISH TRADERS' INSURANCE CO., LTD. MESSRS HONAN & PENN (Offices: Shaw's Buildings, Brougham Street, New Plymouth) have been appointed Chief Agents for Taranaki Province as from this date. A. S. CLARKE, Manager for New Zealand. Wellington. BLASTING POWDER: CURTIS & HARVEY'S, Barrels of 25 lbs, 2/- lb. Eltham. Apply early. C. A. WILKINSON, LTD., ELTHAM. — [557, 156, 692, 1534]
ad-cheap-country: CHEAP COUNTRY—WORTH INSPECTION. 357 ACRES of undulating country, suitable for dairying; all ploughable; divided into 22 paddocks; situated on metal road; 1½ miles from factory and school. Dwelling house of 8 rooms; 12 bail cowshed. Price £48 per acre. Terms £1500 cash. We have numerous enquiries for small farms. Send particulars of yours at once if you want to sell. HUMPHRIES AND DAVIES. EGMONT STREET. P.O. Box 105. — [967, 1046, 1108, 1262]
ad-motor-column: MOTOR BARGAIN COLUMN. One 5-7 seater "Studebaker" car, in real good order. A great bargain at £250. One two-seater "Dodge" car, guaranteed in tip-top order. Price £225. Two-three-seater "Overland" car, 1914 model, in splendid order; any trial; owner leaving district; for quick sale £265. One Lexington 6-cylinder car, in tip-top order. Side curtains for sale, lady owner desires small car. Price £430. One 20-40 h.p. five-seater Cutting Car, in tip-top order; a great snip at £225. Fourseater CALTHORPE Car, in good running order. A great bargain at £180. One Overland Car, 2-seater, good order; for quick sale, £140. One DODGE car in splendid order; only done 4000 miles. For quick sale, £335. One old model Calthorpe, in very good running order, and in good repair. For quick sale, £100. NEWTON KING. — [967, 1267, 1108, 1600]
column-header: AMUSEMENTS. — [152, 158, 286, 173]
ad-male-choir: NEW PLYMOUTH MALE CHOIR. AN APPRECIATION. THE Society wishes to acknowledge, with sincere thanks, the many congratulations received, by both Conductor and Choir, for the successful work in connection with the recent concert. Members are requested to assemble on Wednesday as usual to return ticket money and music, and if time permits, to have short practice. H. BULLEN, Secretary. — [292, 1203, 416, 1413]
